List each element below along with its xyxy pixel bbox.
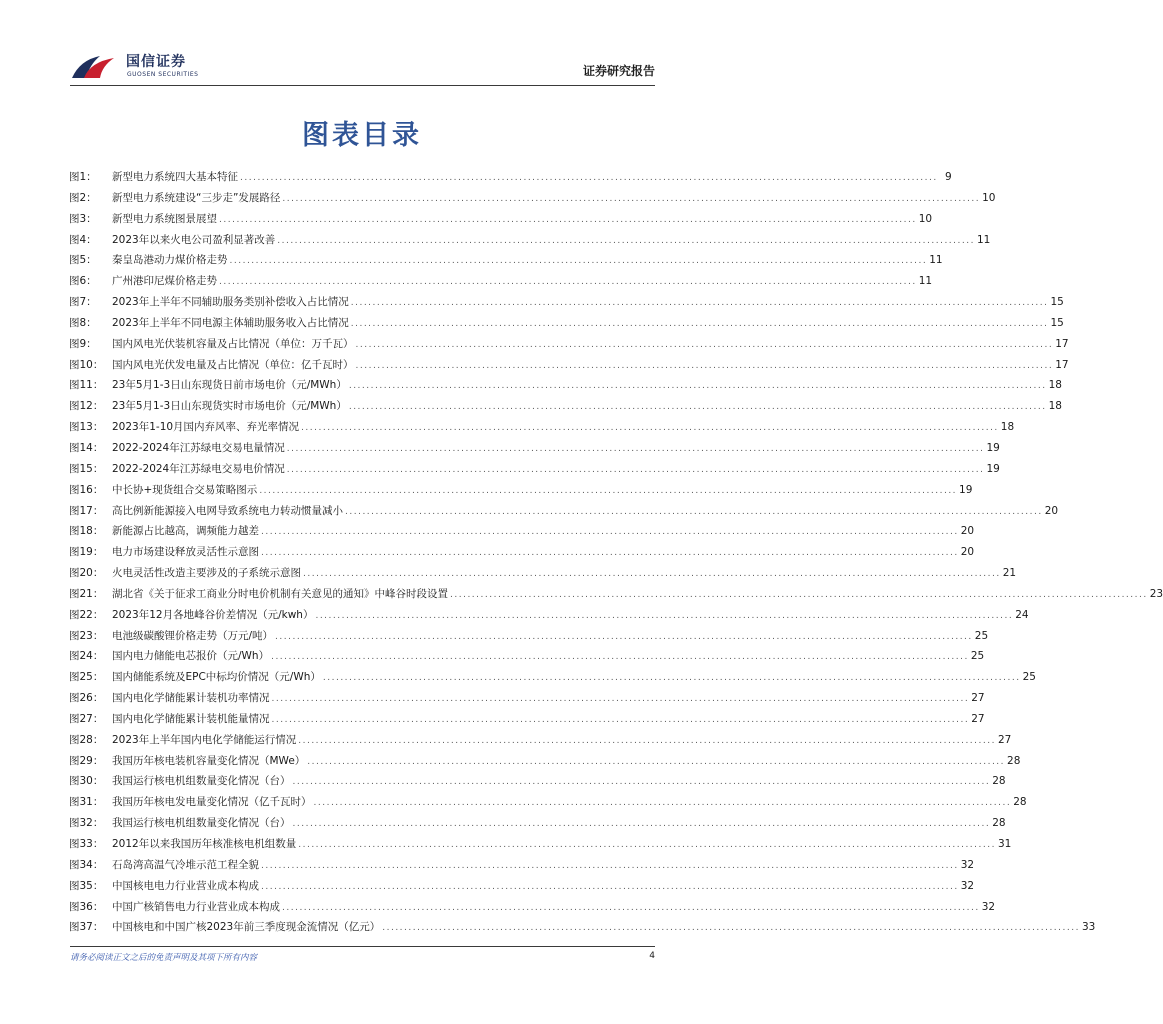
figure-title[interactable]: 中国广核销售电力行业营业成本构成 — [112, 900, 280, 913]
page-number: 4 — [649, 951, 655, 961]
figure-title[interactable]: 石岛湾高温气冷堆示范工程全貌 — [112, 858, 259, 871]
dot-leader — [271, 652, 969, 662]
figure-page-number[interactable]: 19 — [986, 441, 1000, 454]
guosen-logo — [70, 48, 250, 84]
figure-page-number[interactable]: 20 — [1044, 504, 1059, 517]
toc-entry[interactable] — [69, 336, 1069, 357]
figure-label: 图5： — [69, 254, 97, 267]
figure-list — [69, 169, 1163, 940]
dot-leader — [298, 840, 996, 850]
figure-page-number[interactable]: 18 — [1000, 421, 1015, 434]
figure-label: 图29： — [69, 754, 104, 767]
figure-page-number[interactable]: 32 — [960, 858, 975, 871]
figure-title[interactable]: 国内电化学储能累计装机功率情况 — [112, 692, 270, 705]
figure-title[interactable]: 电力市场建设释放灵活性示意图 — [112, 546, 259, 559]
figure-title[interactable]: 2023年1-10月国内弃风率、弃光率情况 — [112, 421, 300, 434]
figure-label: 图34： — [69, 858, 104, 871]
figure-page-number[interactable]: 21 — [1002, 567, 1017, 580]
figure-page-number[interactable]: 11 — [929, 254, 943, 267]
toc-entry[interactable] — [69, 857, 975, 878]
toc-entry[interactable] — [69, 377, 1062, 398]
figure-title[interactable]: 23年5月1-3日山东现货日前市场电价（元/MWh） — [112, 379, 347, 392]
figure-page-number[interactable]: 32 — [960, 879, 975, 892]
toc-entry[interactable] — [69, 586, 1163, 607]
toc-entry[interactable] — [69, 440, 1000, 461]
figure-title[interactable]: 湖北省《关于征求工商业分时电价机制有关意见的通知》中峰谷时段设置 — [112, 587, 448, 600]
toc-entry[interactable] — [69, 836, 1012, 857]
figure-label: 图24： — [69, 650, 104, 663]
figure-title[interactable]: 国内风电光伏发电量及占比情况（单位：亿千瓦时） — [112, 358, 354, 371]
figure-label: 图27： — [69, 712, 104, 725]
dot-leader — [301, 423, 999, 433]
figure-page-number[interactable]: 25 — [974, 629, 989, 642]
dot-leader — [287, 465, 985, 475]
figure-title[interactable]: 电池级碳酸锂价格走势（万元/吨） — [112, 629, 274, 642]
figure-page-number[interactable]: 15 — [1050, 316, 1064, 329]
figure-label: 图21： — [69, 587, 104, 600]
toc-entry[interactable] — [69, 315, 1064, 336]
figure-title[interactable]: 2023年12月各地峰谷价差情况（元/kwh） — [112, 608, 314, 621]
figure-label: 图20： — [69, 567, 104, 580]
figure-page-number[interactable]: 18 — [1048, 379, 1062, 392]
dot-leader — [272, 694, 970, 704]
figure-title[interactable]: 2023年上半年国内电化学储能运行情况 — [112, 733, 297, 746]
toc-entry[interactable] — [69, 232, 991, 253]
figure-label: 图8： — [69, 316, 97, 329]
toc-entry[interactable] — [69, 273, 933, 294]
dot-leader — [356, 340, 1054, 350]
figure-title[interactable]: 高比例新能源接入电网导致系统电力转动惯量减小 — [112, 504, 343, 517]
toc-entry[interactable] — [69, 169, 952, 190]
dot-leader — [356, 361, 1054, 371]
figure-label: 图16： — [69, 483, 104, 496]
figure-page-number[interactable]: 27 — [997, 733, 1012, 746]
dot-leader — [293, 819, 991, 829]
dot-leader — [287, 444, 985, 454]
figure-title[interactable]: 国内风电光伏装机容量及占比情况（单位：万千瓦） — [112, 337, 354, 350]
figure-title[interactable]: 中国核电和中国广核2023年前三季度现金流情况（亿元） — [112, 921, 381, 934]
toc-entry[interactable] — [69, 628, 989, 649]
toc-entry[interactable] — [69, 919, 1096, 940]
dot-leader — [307, 757, 1005, 767]
dot-leader — [315, 611, 1013, 621]
figure-label: 图17： — [69, 504, 104, 517]
figure-label: 图37： — [69, 921, 104, 934]
figure-title[interactable]: 2012年以来我国历年核准核电机组数量 — [112, 838, 297, 850]
figure-label: 图1： — [69, 171, 97, 183]
figure-title[interactable]: 2022-2024年江苏绿电交易电价情况 — [112, 462, 285, 475]
figure-label: 图33： — [69, 838, 104, 850]
dot-leader — [240, 173, 938, 183]
figure-title[interactable]: 国内储能系统及EPC中标均价情况（元/Wh） — [112, 671, 321, 684]
dot-leader — [351, 319, 1049, 329]
toc-entry[interactable] — [69, 607, 1029, 628]
figure-page-number[interactable]: 32 — [981, 900, 996, 913]
dot-leader — [219, 277, 917, 287]
toc-entry[interactable] — [69, 773, 1006, 794]
footer-divider — [70, 946, 655, 947]
figure-title[interactable]: 我国历年核电装机容量变化情况（MWe） — [112, 754, 306, 767]
figure-title[interactable]: 新型电力系统四大基本特征 — [112, 171, 238, 183]
figure-title[interactable]: 火电灵活性改造主要涉及的子系统示意图 — [112, 567, 301, 580]
figure-label: 图10： — [69, 358, 104, 371]
figure-page-number[interactable]: 11 — [976, 233, 991, 246]
dot-leader — [349, 381, 1047, 391]
figure-title[interactable]: 我国历年核电发电量变化情况（亿千瓦时） — [112, 796, 312, 809]
figure-title[interactable]: 中国核电电力行业营业成本构成 — [112, 879, 259, 892]
toc-entry[interactable] — [69, 815, 1006, 836]
toc-entry[interactable] — [69, 794, 1027, 815]
figure-page-number[interactable]: 28 — [1013, 796, 1027, 809]
figure-page-number[interactable]: 28 — [992, 817, 1006, 830]
header-divider — [70, 85, 655, 86]
figure-title[interactable]: 2023年上半年不同辅助服务类别补偿收入占比情况 — [112, 296, 349, 309]
guosen-logo-mark-icon — [70, 52, 116, 82]
figure-page-number[interactable]: 28 — [1007, 754, 1021, 767]
toc-entry[interactable] — [69, 398, 1062, 419]
disclaimer-note: 请务必阅读正文之后的免责声明及其项下所有内容 — [70, 953, 258, 963]
figure-label: 图26： — [69, 692, 104, 705]
toc-entry[interactable] — [69, 690, 985, 711]
toc-entry[interactable] — [69, 190, 996, 211]
figure-label: 图35： — [69, 879, 104, 892]
dot-leader — [345, 507, 1043, 517]
figure-page-number[interactable]: 33 — [1081, 921, 1096, 934]
figure-label: 图32： — [69, 817, 104, 830]
figure-page-number[interactable]: 25 — [1022, 671, 1036, 684]
figure-label: 图19： — [69, 546, 104, 559]
page-title: 图表目录 — [302, 120, 422, 151]
dot-leader — [349, 402, 1047, 412]
figure-page-number[interactable]: 11 — [918, 275, 933, 288]
dot-leader — [382, 923, 1080, 933]
figure-label: 图23： — [69, 629, 104, 642]
figure-label: 图36： — [69, 900, 104, 913]
figure-label: 图22： — [69, 608, 104, 621]
dot-leader — [261, 548, 959, 558]
toc-entry[interactable] — [69, 357, 1069, 378]
figure-page-number[interactable]: 20 — [960, 525, 975, 538]
toc-entry[interactable] — [69, 252, 943, 273]
dot-leader — [351, 298, 1049, 308]
figure-title[interactable]: 国内电化学储能累计装机能量情况 — [112, 712, 270, 725]
figure-page-number[interactable]: 10 — [918, 212, 933, 225]
dot-leader — [259, 486, 957, 496]
toc-entry[interactable] — [69, 294, 1064, 315]
figure-title[interactable]: 广州港印尼煤价格走势 — [112, 275, 217, 288]
dot-leader — [219, 215, 917, 225]
dot-leader — [272, 715, 970, 725]
figure-page-number[interactable]: 23 — [1149, 587, 1163, 600]
figure-label: 图3： — [69, 212, 97, 225]
dot-leader — [450, 590, 1148, 600]
figure-page-number[interactable]: 24 — [1015, 608, 1029, 621]
figure-page-number[interactable]: 10 — [982, 191, 996, 204]
toc-entry[interactable] — [69, 544, 975, 565]
dot-leader — [230, 256, 928, 266]
figure-title[interactable]: 新型电力系统建设“三步走”发展路径 — [112, 191, 281, 204]
toc-entry[interactable] — [69, 419, 1015, 440]
figure-page-number[interactable]: 28 — [992, 775, 1006, 788]
figure-page-number[interactable]: 9 — [945, 171, 952, 183]
toc-entry[interactable] — [69, 503, 1059, 524]
figure-title[interactable]: 国内电力储能电芯报价（元/Wh） — [112, 650, 270, 663]
figure-title[interactable]: 我国运行核电机组数量变化情况（台） — [112, 817, 291, 830]
figure-label: 图25： — [69, 671, 104, 684]
dot-leader — [282, 903, 980, 913]
figure-label: 图31： — [69, 796, 104, 809]
toc-entry[interactable] — [69, 648, 985, 669]
figure-title[interactable]: 秦皇岛港动力煤价格走势 — [112, 254, 228, 267]
figure-label: 图14： — [69, 441, 104, 454]
dot-leader — [323, 673, 1021, 683]
toc-entry[interactable] — [69, 211, 933, 232]
figure-page-number[interactable]: 27 — [971, 712, 985, 725]
dot-leader — [314, 798, 1012, 808]
figure-label: 图12： — [69, 400, 104, 413]
toc-entry[interactable] — [69, 565, 1017, 586]
figure-label: 图15： — [69, 462, 104, 475]
toc-entry[interactable] — [69, 878, 975, 899]
figure-label: 图30： — [69, 775, 104, 788]
dot-leader — [261, 861, 959, 871]
toc-entry[interactable] — [69, 711, 985, 732]
figure-title[interactable]: 2023年上半年不同电源主体辅助服务收入占比情况 — [112, 316, 349, 329]
dot-leader — [303, 569, 1001, 579]
figure-label: 图11： — [69, 379, 104, 392]
figure-label: 图7： — [69, 296, 97, 309]
figure-title[interactable]: 新能源占比越高，调频能力越差 — [112, 525, 259, 538]
report-type-label: 证券研究报告 — [582, 64, 655, 78]
toc-entry[interactable] — [69, 732, 1012, 753]
dot-leader — [293, 777, 991, 787]
figure-label: 图28： — [69, 733, 104, 746]
figure-page-number[interactable]: 20 — [960, 546, 975, 559]
logo-english-name: GUOSEN SECURITIES — [127, 71, 199, 78]
figure-label: 图6： — [69, 275, 97, 288]
figure-page-number[interactable]: 19 — [959, 483, 973, 496]
figure-page-number[interactable]: 27 — [971, 692, 985, 705]
figure-page-number[interactable]: 17 — [1055, 358, 1069, 371]
figure-title[interactable]: 2022-2024年江苏绿电交易电量情况 — [112, 441, 285, 454]
dot-leader — [298, 736, 996, 746]
figure-label: 图9： — [69, 337, 97, 350]
figure-label: 图2： — [69, 191, 97, 204]
figure-page-number[interactable]: 31 — [997, 838, 1012, 850]
dot-leader — [277, 236, 975, 246]
figure-page-number[interactable]: 18 — [1048, 400, 1062, 413]
dot-leader — [261, 527, 959, 537]
dot-leader — [275, 632, 973, 642]
toc-entry[interactable] — [69, 523, 975, 544]
figure-label: 图18： — [69, 525, 104, 538]
dot-leader — [282, 194, 980, 204]
toc-entry[interactable] — [69, 482, 973, 503]
figure-label: 图4： — [69, 233, 97, 246]
figure-page-number[interactable]: 17 — [1055, 337, 1069, 350]
figure-page-number[interactable]: 19 — [986, 462, 1000, 475]
figure-page-number[interactable]: 15 — [1050, 296, 1064, 309]
figure-title[interactable]: 23年5月1-3日山东现货实时市场电价（元/MWh） — [112, 400, 347, 413]
figure-page-number[interactable]: 25 — [970, 650, 985, 663]
logo-chinese-name: 国信证券 — [126, 54, 186, 70]
toc-entry[interactable] — [69, 461, 1000, 482]
page-header — [70, 48, 655, 84]
figure-title[interactable]: 2023年以来火电公司盈利显著改善 — [112, 233, 276, 246]
toc-entry[interactable] — [69, 899, 996, 920]
toc-entry[interactable] — [69, 753, 1021, 774]
figure-title[interactable]: 我国运行核电机组数量变化情况（台） — [112, 775, 291, 788]
dot-leader — [261, 882, 959, 892]
figure-label: 图13： — [69, 421, 104, 434]
toc-entry[interactable] — [69, 669, 1036, 690]
figure-title[interactable]: 新型电力系统图景展望 — [112, 212, 217, 225]
figure-title[interactable]: 中长协+现货组合交易策略图示 — [112, 483, 258, 496]
